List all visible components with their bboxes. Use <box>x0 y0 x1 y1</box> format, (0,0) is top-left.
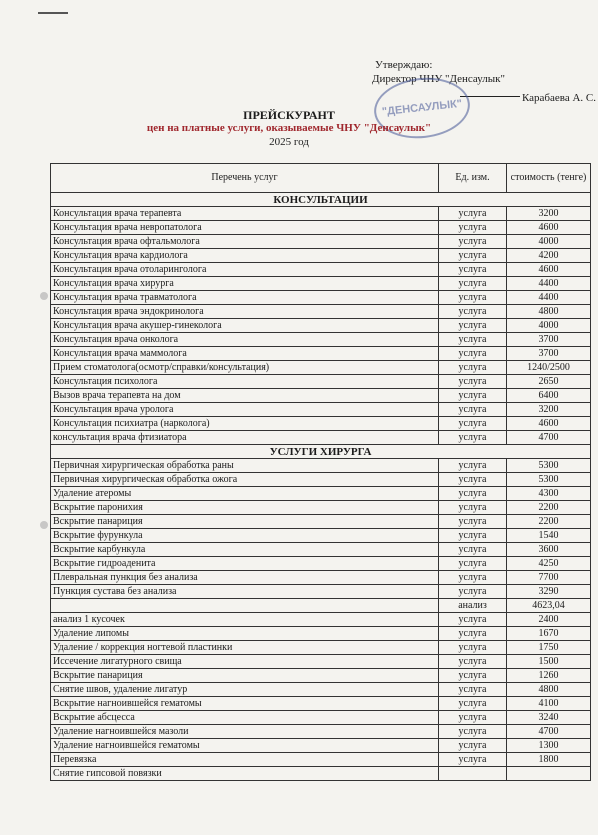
service-cell: Консультация психиатра (нарколога) <box>51 417 439 431</box>
price-cell: 4250 <box>507 557 591 571</box>
table-row <box>51 669 591 683</box>
price-cell: 4300 <box>507 487 591 501</box>
section-header-row <box>51 193 591 207</box>
table-row <box>51 333 591 347</box>
table-row <box>51 613 591 627</box>
service-cell: Консультация врача невропатолога <box>51 221 439 235</box>
unit-cell: услуга <box>439 655 507 669</box>
service-cell: Прием стоматолога(осмотр/справки/консультация) <box>51 361 439 375</box>
price-cell <box>507 767 591 781</box>
price-table <box>50 163 591 781</box>
document-title: ПРЕЙСКУРАНТ <box>243 108 335 122</box>
price-cell: 1300 <box>507 739 591 753</box>
service-cell: Вскрытие фурункула <box>51 529 439 543</box>
scan-smudge <box>40 292 48 300</box>
service-cell: Консультация врача терапевта <box>51 207 439 221</box>
price-cell: 7700 <box>507 571 591 585</box>
table-row <box>51 263 591 277</box>
service-cell: Консультация психолога <box>51 375 439 389</box>
unit-cell <box>439 767 507 781</box>
service-cell: Консультация врача маммолога <box>51 347 439 361</box>
table-row <box>51 557 591 571</box>
service-cell: анализ 1 кусочек <box>51 613 439 627</box>
service-cell: Пункция сустава без анализа <box>51 585 439 599</box>
document-subtitle: цен на платные услуги, оказываемые ЧНУ "Денсаулык" <box>146 122 432 134</box>
unit-cell: услуга <box>439 501 507 515</box>
service-cell: Консультация врача кардиолога <box>51 249 439 263</box>
unit-cell: услуга <box>439 683 507 697</box>
table-row <box>51 501 591 515</box>
approval-director: Директор ЧНУ "Денсаулык" <box>372 73 505 85</box>
table-row <box>51 487 591 501</box>
unit-cell: услуга <box>439 221 507 235</box>
table-row <box>51 641 591 655</box>
service-cell: Плевральная пункция без анализа <box>51 571 439 585</box>
table-row <box>51 305 591 319</box>
table-row <box>51 403 591 417</box>
unit-cell: услуга <box>439 529 507 543</box>
table-row <box>51 627 591 641</box>
price-cell: 3700 <box>507 347 591 361</box>
price-cell: 2200 <box>507 501 591 515</box>
service-cell: Перевязка <box>51 753 439 767</box>
unit-cell: услуга <box>439 207 507 221</box>
service-cell: Вскрытие паронихия <box>51 501 439 515</box>
table-row <box>51 655 591 669</box>
service-cell: Удаление атеромы <box>51 487 439 501</box>
unit-cell: услуга <box>439 361 507 375</box>
table-row <box>51 235 591 249</box>
price-cell: 4600 <box>507 263 591 277</box>
unit-cell: услуга <box>439 613 507 627</box>
unit-cell: анализ <box>439 599 507 613</box>
price-cell: 4700 <box>507 725 591 739</box>
price-cell: 4000 <box>507 319 591 333</box>
table-header-row <box>51 164 591 193</box>
price-cell: 4400 <box>507 291 591 305</box>
table-row <box>51 375 591 389</box>
unit-cell: услуга <box>439 585 507 599</box>
service-cell: Консультация врача уролога <box>51 403 439 417</box>
table-row <box>51 291 591 305</box>
unit-cell: услуга <box>439 333 507 347</box>
table-row <box>51 347 591 361</box>
unit-cell: услуга <box>439 711 507 725</box>
unit-cell: услуга <box>439 487 507 501</box>
price-cell: 6400 <box>507 389 591 403</box>
price-cell: 4200 <box>507 249 591 263</box>
signature-line <box>460 96 520 97</box>
table-row <box>51 739 591 753</box>
service-cell: Вскрытие нагноившейся гематомы <box>51 697 439 711</box>
table-row <box>51 543 591 557</box>
table-row <box>51 417 591 431</box>
service-cell: Удаление нагноившейся гематомы <box>51 739 439 753</box>
service-cell: Консультация врача отоларинголога <box>51 263 439 277</box>
document-year: 2025 год <box>269 136 309 148</box>
unit-cell: услуга <box>439 557 507 571</box>
unit-cell: услуга <box>439 417 507 431</box>
service-cell: Консультация врача хирурга <box>51 277 439 291</box>
unit-cell: услуга <box>439 697 507 711</box>
price-cell: 4600 <box>507 417 591 431</box>
unit-cell: услуга <box>439 627 507 641</box>
unit-cell: услуга <box>439 543 507 557</box>
service-cell: Консультация врача офтальмолога <box>51 235 439 249</box>
service-cell <box>51 599 439 613</box>
service-cell: Консультация врача онколога <box>51 333 439 347</box>
service-cell: Вскрытие карбункула <box>51 543 439 557</box>
price-cell: 4100 <box>507 697 591 711</box>
unit-cell: услуга <box>439 305 507 319</box>
unit-cell: услуга <box>439 403 507 417</box>
service-cell: Консультация врача эндокринолога <box>51 305 439 319</box>
scan-smudge <box>40 521 48 529</box>
table-row <box>51 319 591 333</box>
price-cell: 3290 <box>507 585 591 599</box>
service-cell: Первичная хирургическая обработка ожога <box>51 473 439 487</box>
table-row <box>51 389 591 403</box>
unit-cell: услуга <box>439 515 507 529</box>
unit-cell: услуга <box>439 753 507 767</box>
unit-cell: услуга <box>439 249 507 263</box>
price-cell: 1800 <box>507 753 591 767</box>
section-title: УСЛУГИ ХИРУРГА <box>51 445 591 459</box>
price-cell: 2200 <box>507 515 591 529</box>
table-row <box>51 683 591 697</box>
unit-cell: услуга <box>439 641 507 655</box>
table-row <box>51 767 591 781</box>
unit-cell: услуга <box>439 431 507 445</box>
unit-cell: услуга <box>439 235 507 249</box>
price-cell: 3200 <box>507 207 591 221</box>
section-title: КОНСУЛЬТАЦИИ <box>51 193 591 207</box>
price-cell: 1540 <box>507 529 591 543</box>
approval-label: Утверждаю: <box>375 59 433 71</box>
table-row <box>51 473 591 487</box>
price-cell: 1240/2500 <box>507 361 591 375</box>
unit-cell: услуга <box>439 459 507 473</box>
unit-cell: услуга <box>439 739 507 753</box>
price-cell: 3600 <box>507 543 591 557</box>
price-cell: 4700 <box>507 431 591 445</box>
scan-mark <box>38 12 68 14</box>
price-cell: 1260 <box>507 669 591 683</box>
unit-cell: услуга <box>439 291 507 305</box>
header-unit: Ед. изм. <box>439 164 507 193</box>
unit-cell: услуга <box>439 389 507 403</box>
service-cell: Удаление нагноившейся мазоли <box>51 725 439 739</box>
stamp-text: "ДЕНСАУЛЫК" <box>381 97 463 119</box>
price-cell: 3200 <box>507 403 591 417</box>
table-row <box>51 753 591 767</box>
table-row <box>51 431 591 445</box>
unit-cell: услуга <box>439 473 507 487</box>
price-cell: 4800 <box>507 683 591 697</box>
price-cell: 1670 <box>507 627 591 641</box>
unit-cell: услуга <box>439 277 507 291</box>
price-cell: 4400 <box>507 277 591 291</box>
section-header-row <box>51 445 591 459</box>
price-cell: 2400 <box>507 613 591 627</box>
unit-cell: услуга <box>439 725 507 739</box>
table-row <box>51 571 591 585</box>
table-row <box>51 277 591 291</box>
service-cell: Вскрытие абсцесса <box>51 711 439 725</box>
price-cell: 4000 <box>507 235 591 249</box>
unit-cell: услуга <box>439 319 507 333</box>
price-cell: 5300 <box>507 473 591 487</box>
service-cell: Вскрытие панариция <box>51 669 439 683</box>
price-cell: 2650 <box>507 375 591 389</box>
price-cell: 4623,04 <box>507 599 591 613</box>
unit-cell: услуга <box>439 263 507 277</box>
table-row <box>51 711 591 725</box>
service-cell: консультация врача фтизиатора <box>51 431 439 445</box>
service-cell: Вызов врача терапевта на дом <box>51 389 439 403</box>
table-row <box>51 249 591 263</box>
unit-cell: услуга <box>439 347 507 361</box>
table-row <box>51 585 591 599</box>
service-cell: Консультация врача травматолога <box>51 291 439 305</box>
service-cell: Снятие гипсовой повязки <box>51 767 439 781</box>
table-row <box>51 459 591 473</box>
service-cell: Вскрытие гидроаденита <box>51 557 439 571</box>
table-row <box>51 697 591 711</box>
price-cell: 1750 <box>507 641 591 655</box>
service-cell: Первичная хирургическая обработка раны <box>51 459 439 473</box>
unit-cell: услуга <box>439 669 507 683</box>
price-cell: 4800 <box>507 305 591 319</box>
table-row <box>51 599 591 613</box>
price-cell: 3240 <box>507 711 591 725</box>
table-row <box>51 221 591 235</box>
table-row <box>51 725 591 739</box>
unit-cell: услуга <box>439 571 507 585</box>
table-row <box>51 361 591 375</box>
header-price: стоимость (тенге) <box>507 164 591 193</box>
price-cell: 3700 <box>507 333 591 347</box>
table-row <box>51 529 591 543</box>
service-cell: Снятие швов, удаление лигатур <box>51 683 439 697</box>
approval-signatory: Карабаева А. С. <box>521 92 596 104</box>
table-row <box>51 515 591 529</box>
price-cell: 1500 <box>507 655 591 669</box>
price-cell: 5300 <box>507 459 591 473</box>
service-cell: Удаление липомы <box>51 627 439 641</box>
service-cell: Вскрытие панариция <box>51 515 439 529</box>
price-cell: 4600 <box>507 221 591 235</box>
service-cell: Иссечение лигатурного свища <box>51 655 439 669</box>
table-row <box>51 207 591 221</box>
service-cell: Консультация врача акушер-гинеколога <box>51 319 439 333</box>
service-cell: Удаление / коррекция ногтевой пластинки <box>51 641 439 655</box>
header-service: Перечень услуг <box>51 164 439 193</box>
unit-cell: услуга <box>439 375 507 389</box>
